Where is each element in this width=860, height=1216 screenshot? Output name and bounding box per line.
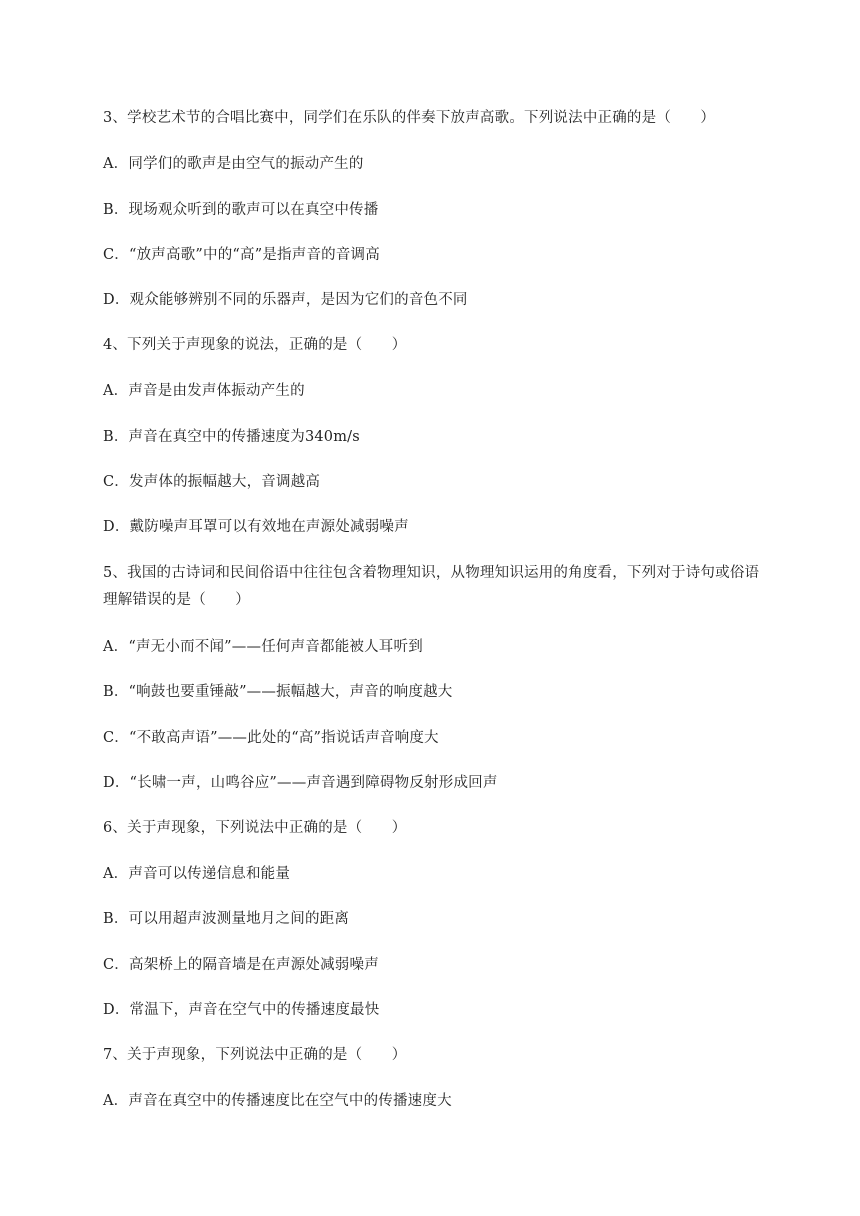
- question-3-option-b: B．现场观众听到的歌声可以在真空中传播: [103, 202, 379, 218]
- question-5-stem-line-1: 5、我国的古诗词和民间俗语中往往包含着物理知识，从物理知识运用的角度看，下列对于诗句或俗语: [103, 565, 760, 581]
- question-3-option-a: A．同学们的歌声是由空气的振动产生的: [103, 156, 364, 172]
- question-3-option-d: D．观众能够辨别不同的乐器声，是因为它们的音色不同: [103, 292, 468, 308]
- question-4-option-d: D．戴防噪声耳罩可以有效地在声源处减弱噪声: [103, 519, 409, 535]
- question-5-option-b: B．“响鼓也要重锤敲”——振幅越大，声音的响度越大: [103, 684, 453, 700]
- question-5-option-c: C．“不敢高声语”——此处的“高”指说话声音响度大: [103, 730, 439, 746]
- question-7-stem: 7、关于声现象，下列说法中正确的是（ ）: [103, 1047, 407, 1063]
- question-5-option-a: A．“声无小而不闻”——任何声音都能被人耳听到: [103, 639, 423, 655]
- question-6-option-a: A．声音可以传递信息和能量: [103, 866, 291, 882]
- question-3-option-c: C．“放声高歌”中的“高”是指声音的音调高: [103, 247, 380, 263]
- question-4-option-a: A．声音是由发声体振动产生的: [103, 383, 305, 399]
- question-3-stem: 3、学校艺术节的合唱比赛中，同学们在乐队的伴奏下放声高歌。下列说法中正确的是（ ）: [103, 110, 716, 126]
- question-7-option-a: A．声音在真空中的传播速度比在空气中的传播速度大: [103, 1093, 452, 1109]
- question-6-option-c: C．高架桥上的隔音墙是在声源处减弱噪声: [103, 957, 379, 973]
- question-4-option-c: C．发声体的振幅越大，音调越高: [103, 474, 321, 490]
- question-5-stem-line-2: 理解错误的是（ ）: [103, 592, 250, 608]
- question-6-stem: 6、关于声现象，下列说法中正确的是（ ）: [103, 820, 407, 836]
- question-6-option-d: D．常温下，声音在空气中的传播速度最快: [103, 1002, 380, 1018]
- question-4-option-b: B．声音在真空中的传播速度为340m/s: [103, 429, 360, 445]
- question-4-stem: 4、下列关于声现象的说法，正确的是（ ）: [103, 337, 407, 353]
- question-5-option-d: D．“长啸一声，山鸣谷应”——声音遇到障碍物反射形成回声: [103, 775, 498, 791]
- question-6-option-b: B．可以用超声波测量地月之间的距离: [103, 911, 350, 927]
